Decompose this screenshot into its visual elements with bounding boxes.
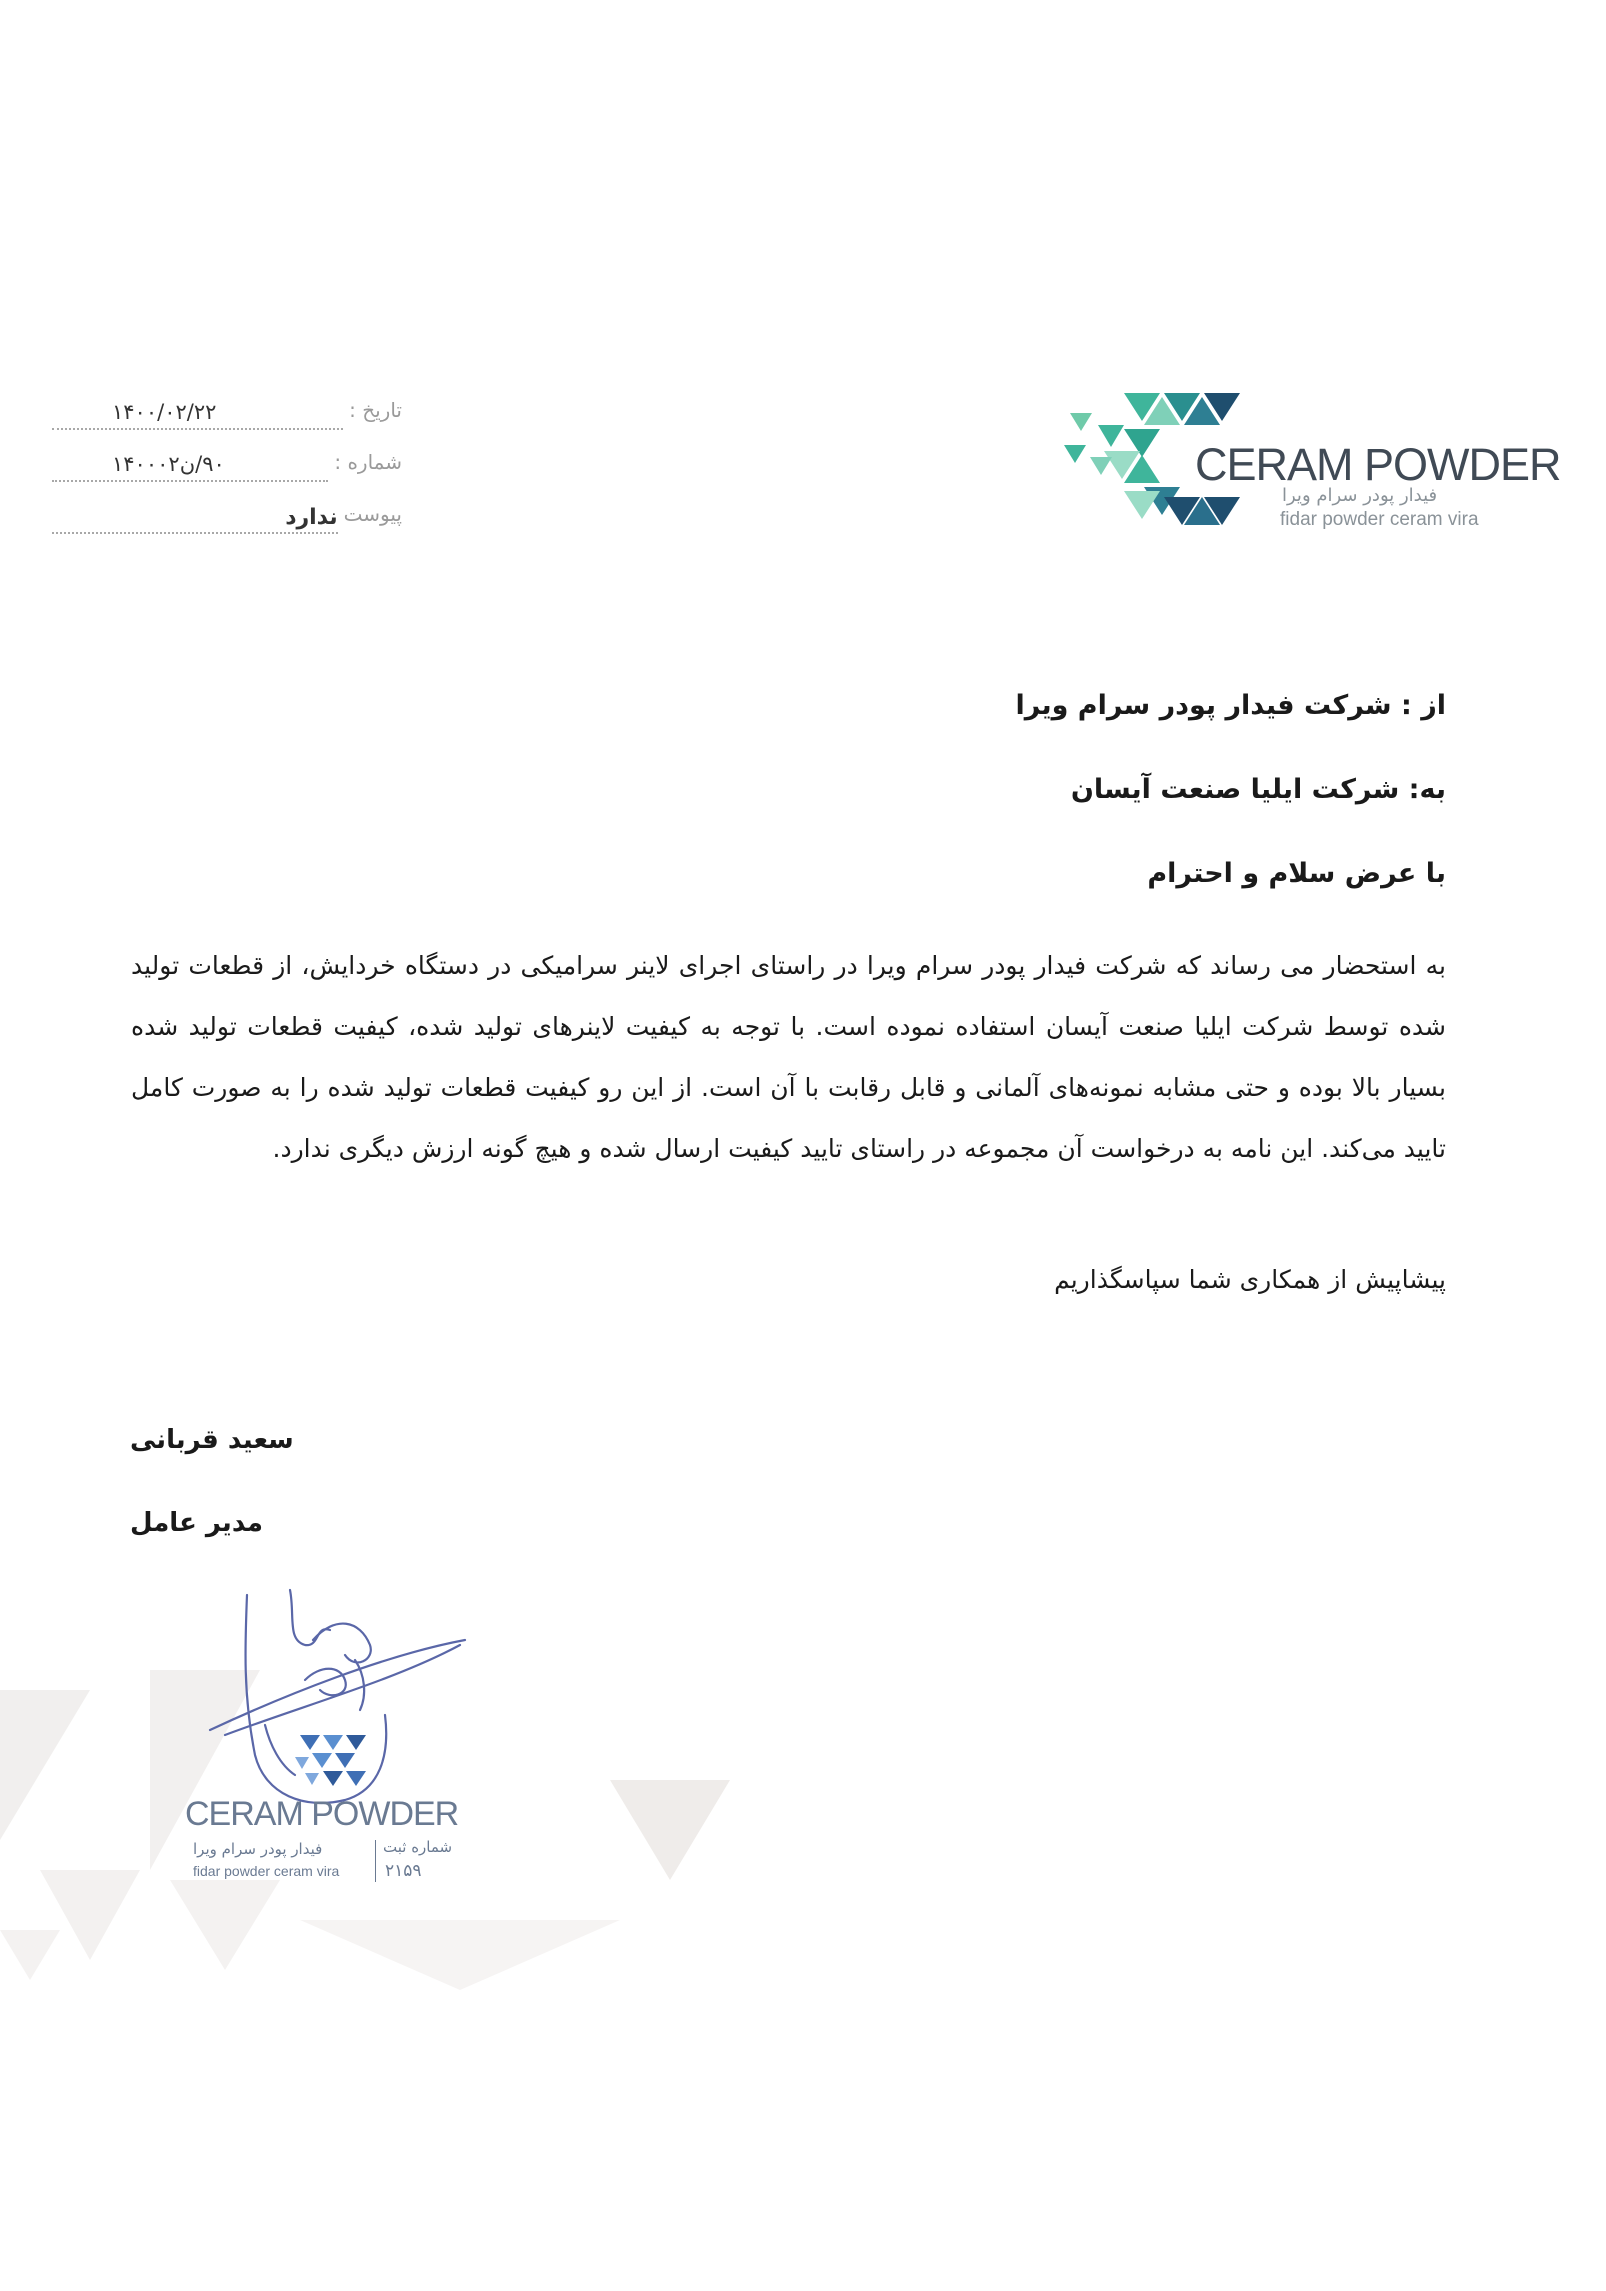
stamp-reg-label: شماره ثبت bbox=[383, 1838, 453, 1856]
meta-number-row bbox=[52, 430, 402, 482]
date-value: ۱۴۰۰/۰۲/۲۲ bbox=[112, 400, 217, 424]
stamp-divider bbox=[375, 1840, 376, 1882]
closing-line: پیشاپیش از همکاری شما سپاسگذاریم bbox=[1054, 1265, 1446, 1294]
date-line bbox=[52, 398, 343, 430]
date-label: تاریخ : bbox=[349, 398, 402, 422]
logo-wordmark: CERAM POWDER bbox=[1195, 439, 1561, 490]
stamp-tagline-en: fidar powder ceram vira bbox=[193, 1863, 340, 1879]
stamp-wordmark: CERAM POWDER bbox=[185, 1795, 459, 1833]
attachment-label: پیوست bbox=[343, 502, 402, 526]
to-line: به: شرکت ایلیا صنعت آیسان bbox=[1070, 774, 1446, 805]
number-label: شماره : bbox=[334, 450, 402, 474]
attachment-value: ندارد bbox=[285, 505, 338, 530]
letter-meta bbox=[52, 378, 402, 534]
meta-date-row bbox=[52, 378, 402, 430]
stamp-tagline-fa: فیدار پودر سرام ویرا bbox=[193, 1840, 323, 1858]
letter-body: به استحضار می رساند که شرکت فیدار پودر سرام ویرا در راستای اجرای لاینر سرامیکی در دستگاه خردایش، از قطعات تولید شده توسط شرکت ایلیا صنعت آیسان استفاده نموده است. با توجه به کیفیت لاینرهای تولید شده، کیفیت قطعات تولید شده بسیار بالا بوده و حتی مشابه نمونه‌های آلمانی و قابل رقابت با آن است. از این رو کیفیت قطعات تولید شده را به صورت کامل تایید می‌کند. این نامه به درخواست آن مجموعه در راستای تایید کیفیت ارسال شده و هیچ گونه ارزش دیگری ندارد. bbox=[131, 951, 1446, 1163]
attachment-line bbox=[52, 502, 338, 534]
signature-stamp-icon bbox=[195, 1585, 475, 1815]
company-stamp bbox=[185, 1795, 505, 1905]
from-line: از : شرکت فیدار پودر سرام ویرا bbox=[1015, 690, 1446, 721]
greeting: با عرض سلام و احترام bbox=[1147, 858, 1446, 889]
number-line bbox=[52, 450, 328, 482]
signer-title: مدیر عامل bbox=[130, 1508, 263, 1538]
meta-attachment-row bbox=[52, 482, 402, 534]
stamp-reg-number: ۲۱۵۹ bbox=[385, 1861, 422, 1881]
number-value: ۹۰/ن۱۴۰۰۰۲ bbox=[112, 452, 225, 476]
logo-tagline-fa: فیدار پودر سرام ویرا bbox=[1282, 485, 1438, 506]
signer-name: سعید قربانی bbox=[130, 1425, 294, 1455]
logo-tagline-en: fidar powder ceram vira bbox=[1280, 509, 1479, 530]
company-logo bbox=[1062, 385, 1562, 545]
